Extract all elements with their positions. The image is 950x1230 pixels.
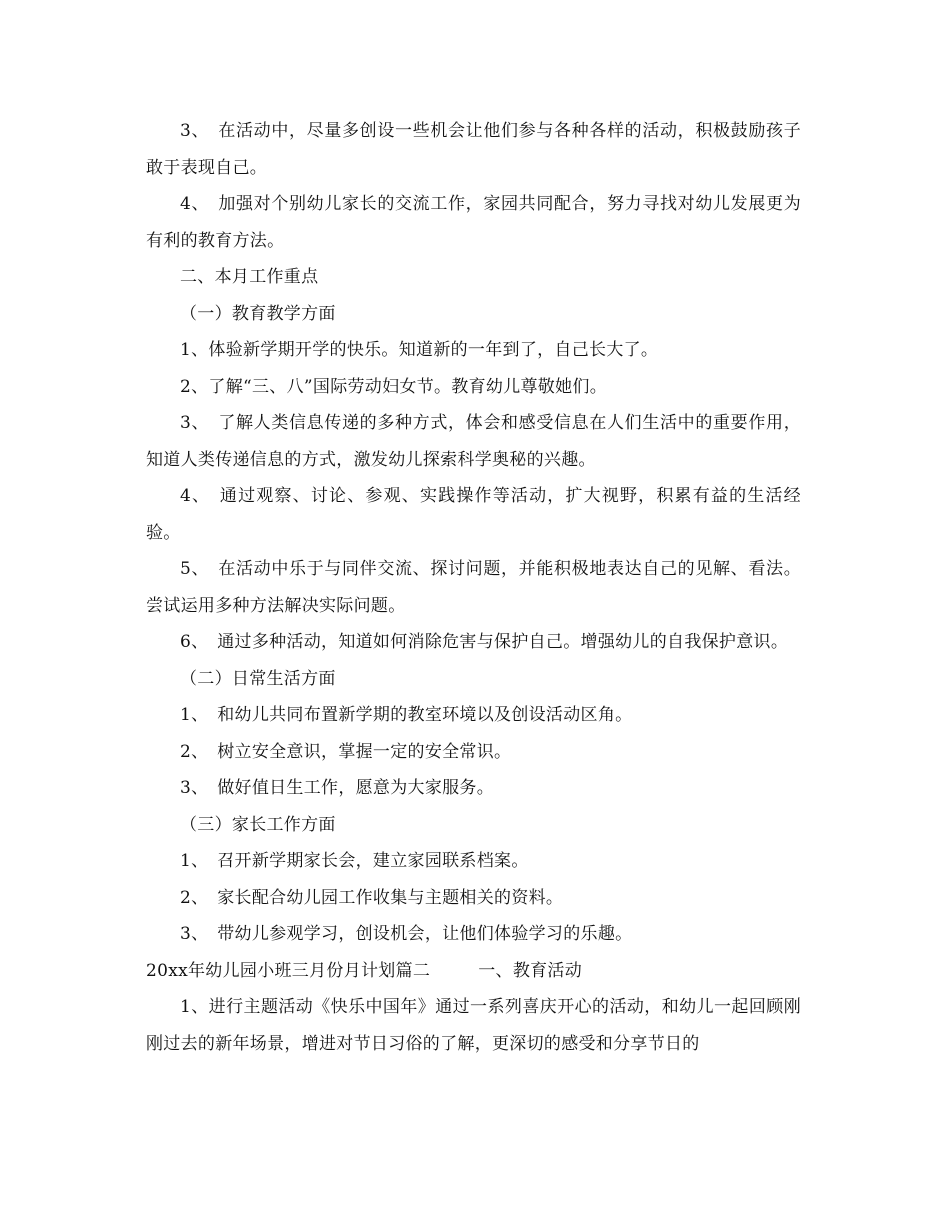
- section-title-line: [146, 953, 801, 990]
- paragraph: 2、 家长配合幼儿园工作收集与主题相关的资料。: [180, 887, 564, 908]
- section-subtitle: 一、教育活动: [478, 960, 583, 981]
- paragraph: 1、 召开新学期家长会，建立家园联系档案。: [180, 851, 529, 871]
- paragraph: 4、 通过观察、讨论、参观、实践操作等活动，扩大视野，积累有益的生活经验。: [146, 486, 801, 543]
- paragraph: 3、 了解人类信息传递的多种方式，体会和感受信息在人们生活中的重要作用，知道人类传递信息的方式，激发幼儿探索科学奥秘的兴趣。: [146, 413, 801, 470]
- paragraph: 5、 在活动中乐于与同伴交流、探讨问题，并能积极地表达自己的见解、看法。尝试运用多种方法解决实际问题。: [146, 559, 801, 616]
- section-heading: 二、本月工作重点: [180, 267, 319, 287]
- paragraph: 3、 在活动中，尽量多创设一些机会让他们参与各种各样的活动，积极鼓励孩子敢于表现自己。: [146, 121, 801, 178]
- paragraph: 6、 通过多种活动，知道如何消除危害与保护自己。增强幼儿的自我保护意识。: [180, 632, 789, 652]
- paragraph: 1、 和幼儿共同布置新学期的教室环境以及创设活动区角。: [180, 705, 633, 725]
- paragraph: 3、 带幼儿参观学习，创设机会，让他们体验学习的乐趣。: [180, 924, 633, 944]
- paragraph: 1、体验新学期开学的快乐。知道新的一年到了，自己长大了。: [180, 340, 659, 360]
- subsection-heading: （一）教育教学方面: [180, 303, 336, 324]
- paragraph: 2、了解“三、八”国际劳动妇女节。教育幼儿尊敬她们。: [180, 376, 607, 397]
- paragraph: 2、 树立安全意识，掌握一定的安全常识。: [180, 741, 512, 762]
- section-title: 20xx年幼儿园小班三月份月计划篇二: [146, 960, 431, 981]
- subsection-heading: （三）家长工作方面: [180, 814, 336, 835]
- paragraph: 1、进行主题活动《快乐中国年》通过一系列喜庆开心的活动，和幼儿一起回顾刚刚过去的新年场景，增进对节日习俗的了解，更深切的感受和分享节日的: [146, 997, 801, 1054]
- paragraph: 3、 做好值日生工作，愿意为大家服务。: [180, 778, 495, 798]
- paragraph: 4、 加强对个别幼儿家长的交流工作，家园共同配合，努力寻找对幼儿发展更为有利的教育方法。: [146, 194, 801, 251]
- document-body: [146, 113, 801, 1062]
- subsection-heading: （二）日常生活方面: [180, 668, 336, 689]
